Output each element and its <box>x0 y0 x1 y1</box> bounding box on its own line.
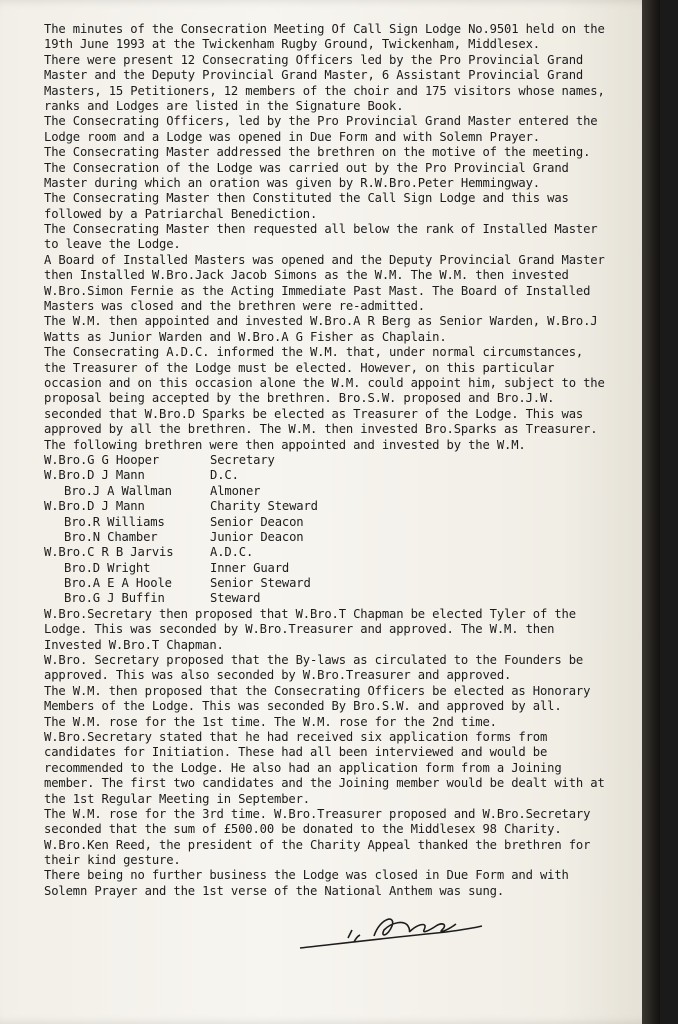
text-line: to leave the Lodge. <box>44 237 181 252</box>
text-line: approved by all the brethren. The W.M. then invested Bro.Sparks as Treasurer. <box>44 422 598 437</box>
officer-office: D.C. <box>210 468 239 483</box>
text-line: W.Bro.Secretary then proposed that W.Bro.T Chapman be elected Tyler of the <box>44 606 576 621</box>
text-line: Watts as Junior Warden and W.Bro.A G Fisher as Chaplain. <box>44 329 447 344</box>
minutes-text <box>44 22 644 899</box>
officer-office: Inner Guard <box>210 560 290 575</box>
text-line: The minutes of the Consecration Meeting Of Call Sign Lodge No.9501 held on the <box>44 22 605 36</box>
officer-name: W.Bro.G G Hooper <box>44 452 159 467</box>
text-line: The Consecrating A.D.C. informed the W.M. that, under normal circumstances, <box>44 345 584 360</box>
text-line: W.Bro.Ken Reed, the president of the Charity Appeal thanked the brethren for <box>44 837 591 852</box>
officer-office: Senior Deacon <box>210 514 304 529</box>
officer-office: Senior Steward <box>210 576 311 591</box>
text-line: A Board of Installed Masters was opened and the Deputy Provincial Grand Master <box>44 252 605 267</box>
officer-name: Bro.N Chamber <box>64 529 158 544</box>
text-line: seconded that the sum of £500.00 be donated to the Middlesex 98 Charity. <box>44 822 562 837</box>
text-line: Members of the Lodge. This was seconded By Bro.S.W. and approved by all. <box>44 699 562 714</box>
text-line: Lodge room and a Lodge was opened in Due Form and with Solemn Prayer. <box>44 129 540 144</box>
text-line: 19th June 1993 at the Twickenham Rugby Ground, Twickenham, Middlesex. <box>44 37 540 52</box>
officer-name: Bro.D Wright <box>64 560 151 575</box>
text-line: W.Bro. Secretary proposed that the By-laws as circulated to the Founders be <box>44 653 584 668</box>
text-line: recommended to the Lodge. He also had an application form from a Joining <box>44 760 562 775</box>
text-line: followed by a Patriarchal Benediction. <box>44 206 318 221</box>
text-line: proposal being accepted by the brethren. Bro.S.W. proposed and Bro.J.W. <box>44 391 555 406</box>
officer-row <box>44 484 644 499</box>
text-line: The Consecrating Master addressed the brethren on the motive of the meeting. <box>44 145 591 160</box>
officer-name: W.Bro.D J Mann <box>44 499 145 514</box>
text-line: Solemn Prayer and the 1st verse of the National Anthem was sung. <box>44 883 504 898</box>
text-line: Master and the Deputy Provincial Grand Master, 6 Assistant Provincial Grand <box>44 68 584 83</box>
officer-name: Bro.J A Wallman <box>64 483 172 498</box>
officer-office: Almoner <box>210 483 261 498</box>
officers-list <box>44 453 644 607</box>
text-line: then Installed W.Bro.Jack Jacob Simons as the W.M. The W.M. then invested <box>44 268 569 283</box>
officer-row <box>44 515 644 530</box>
text-line: member. The first two candidates and the Joining member would be dealt with at <box>44 776 605 791</box>
text-line: The Consecration of the Lodge was carried out by the Pro Provincial Grand <box>44 160 569 175</box>
text-line: seconded that W.Bro.D Sparks be elected as Treasurer of the Lodge. This was <box>44 406 584 421</box>
officer-row <box>44 499 644 514</box>
text-line: The W.M. rose for the 3rd time. W.Bro.Treasurer proposed and W.Bro.Secretary <box>44 806 591 821</box>
officer-office: Steward <box>210 591 261 606</box>
text-line: approved. This was also seconded by W.Bro.Treasurer and approved. <box>44 668 512 683</box>
text-line: candidates for Initiation. These had all been interviewed and would be <box>44 745 548 760</box>
binder-edge <box>642 0 660 1024</box>
officer-name: W.Bro.C R B Jarvis <box>44 545 174 560</box>
officer-row <box>44 468 644 483</box>
text-line: Masters was closed and the brethren were re-admitted. <box>44 299 425 314</box>
text-line: The Consecrating Master then requested all below the rank of Installed Master <box>44 222 598 237</box>
officer-name: Bro.R Williams <box>64 514 165 529</box>
officer-name: Bro.A E A Hoole <box>64 576 172 591</box>
text-line: Master during which an oration was given by R.W.Bro.Peter Hemmingway. <box>44 175 540 190</box>
officer-office: A.D.C. <box>210 545 254 560</box>
text-line: their kind gesture. <box>44 853 181 868</box>
officer-office: Junior Deacon <box>210 529 304 544</box>
text-line: the Treasurer of the Lodge must be elected. However, on this particular <box>44 360 555 375</box>
text-line: The Consecrating Master then Constituted the Call Sign Lodge and this was <box>44 191 569 206</box>
text-line: Lodge. This was seconded by W.Bro.Treasurer and approved. The W.M. then <box>44 622 555 637</box>
minutes-paragraph-1 <box>44 22 644 453</box>
text-line: Invested W.Bro.T Chapman. <box>44 637 224 652</box>
text-line: The following brethren were then appointed and invested by the W.M. <box>44 437 526 452</box>
officer-row <box>44 530 644 545</box>
text-line: Masters, 15 Petitioners, 12 members of the choir and 175 visitors whose names, <box>44 83 605 98</box>
officer-row <box>44 453 644 468</box>
text-line: The Consecrating Officers, led by the Pro Provincial Grand Master entered the <box>44 114 598 129</box>
officer-row <box>44 545 644 560</box>
minutes-paragraph-2 <box>44 607 644 899</box>
text-line: the 1st Regular Meeting in September. <box>44 791 310 806</box>
officer-name: W.Bro.D J Mann <box>44 468 145 483</box>
text-line: W.Bro.Simon Fernie as the Acting Immediate Past Mast. The Board of Installed <box>44 283 591 298</box>
text-line: W.Bro.Secretary stated that he had received six application forms from <box>44 729 548 744</box>
text-line: ranks and Lodges are listed in the Signature Book. <box>44 98 404 113</box>
officer-row <box>44 591 644 606</box>
signature-mark <box>296 908 486 956</box>
text-line: occasion and on this occasion alone the W.M. could appoint him, subject to the <box>44 375 605 390</box>
officer-name: Bro.G J Buffin <box>64 591 165 606</box>
officer-office: Charity Steward <box>210 499 318 514</box>
officer-office: Secretary <box>210 452 275 467</box>
text-line: The W.M. then appointed and invested W.Bro.A R Berg as Senior Warden, W.Bro.J <box>44 314 598 329</box>
text-line: There being no further business the Lodge was closed in Due Form and with <box>44 868 569 883</box>
text-line: There were present 12 Consecrating Officers led by the Pro Provincial Grand <box>44 52 584 67</box>
officer-row <box>44 576 644 591</box>
officer-row <box>44 561 644 576</box>
text-line: The W.M. rose for the 1st time. The W.M. rose for the 2nd time. <box>44 714 497 729</box>
text-line: The W.M. then proposed that the Consecrating Officers be elected as Honorary <box>44 683 591 698</box>
